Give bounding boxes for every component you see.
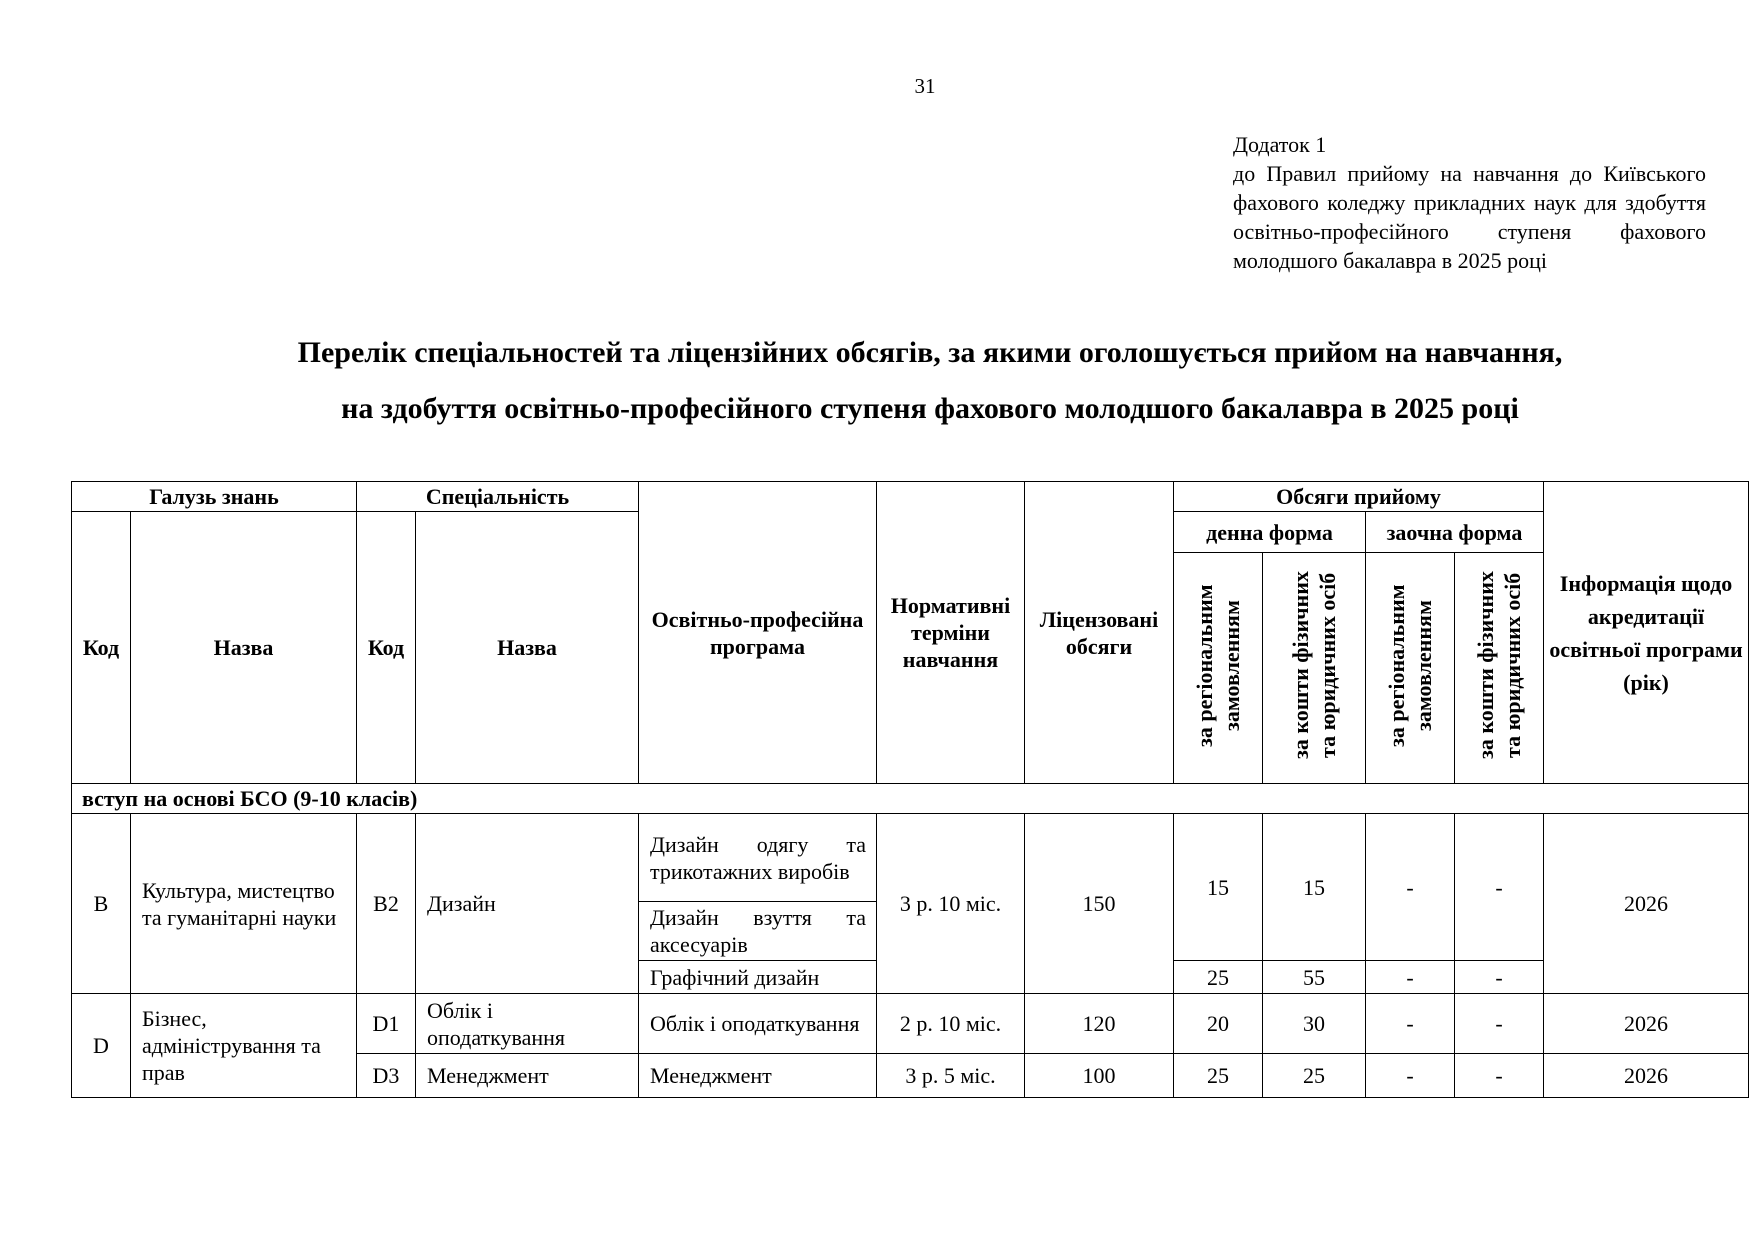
pt-regional-d3: - xyxy=(1366,1054,1455,1098)
spec-code-b2: B2 xyxy=(357,814,416,994)
header-licensed: Ліцензовані обсяги xyxy=(1025,482,1174,784)
ft-private-d1: 30 xyxy=(1263,994,1366,1054)
specialties-table xyxy=(71,481,1749,1098)
annex-title: Додаток 1 xyxy=(1233,132,1327,157)
section-row xyxy=(72,784,1749,814)
header-row-1 xyxy=(72,482,1749,512)
pt-private-d3: - xyxy=(1455,1054,1544,1098)
page-number: 31 xyxy=(914,74,936,98)
ft-regional-b2-1: 15 xyxy=(1174,814,1263,961)
program-footwear-design: Дизайн взуття та аксесуарів xyxy=(639,902,877,961)
field-name-d: Бізнес, адміністрування та прав xyxy=(131,994,357,1098)
header-fulltime: денна форма xyxy=(1174,512,1366,553)
ft-regional-d1: 20 xyxy=(1174,994,1263,1054)
annex-note xyxy=(1233,130,1706,275)
accreditation-d1: 2026 xyxy=(1544,994,1749,1054)
program-d1: Облік і оподаткування xyxy=(639,994,877,1054)
program-d3: Менеджмент xyxy=(639,1054,877,1098)
spec-code-d1: D1 xyxy=(357,994,416,1054)
spec-name-d1: Облік і оподаткування xyxy=(416,994,639,1054)
program-graphic-design: Графічний дизайн xyxy=(639,961,877,994)
header-ft-private: за кошти фізичних та юридичних осіб xyxy=(1288,571,1340,759)
pt-private-b2-1: - xyxy=(1455,814,1544,961)
ft-regional-d3: 25 xyxy=(1174,1054,1263,1098)
ft-private-b2-1: 15 xyxy=(1263,814,1366,961)
pt-regional-b2-2: - xyxy=(1366,961,1455,994)
field-code-d: D xyxy=(72,994,131,1098)
annex-text: до Правил прийому на навчання до Київського фахового коледжу прикладних наук для здобуття освітньо-професійного ступеня фахового молодшого бакалавра в 2025 році xyxy=(1233,161,1706,273)
pt-regional-d1: - xyxy=(1366,994,1455,1054)
ft-regional-b2-2: 25 xyxy=(1174,961,1263,994)
terms-b2: 3 р. 10 міс. xyxy=(877,814,1025,994)
ft-private-b2-2: 55 xyxy=(1263,961,1366,994)
terms-d3: 3 р. 5 міс. xyxy=(877,1054,1025,1098)
document-heading-line-2: на здобуття освітньо-професійного ступеня фахового молодшого бакалавра в 2025 році xyxy=(341,392,1519,425)
accreditation-b2: 2026 xyxy=(1544,814,1749,994)
header-program: Освітньо-професійна програма xyxy=(639,482,877,784)
pt-private-d1: - xyxy=(1455,994,1544,1054)
table-row xyxy=(72,994,1749,1054)
header-admission: Обсяги прийому xyxy=(1174,482,1544,512)
header-field-code: Код xyxy=(72,512,131,784)
header-terms: Нормативні терміни навчання xyxy=(877,482,1025,784)
licensed-b2: 150 xyxy=(1025,814,1174,994)
pt-private-b2-2: - xyxy=(1455,961,1544,994)
section-label: вступ на основі БСО (9-10 класів) xyxy=(72,784,1749,814)
terms-d1: 2 р. 10 міс. xyxy=(877,994,1025,1054)
field-name-b: Культура, мистецтво та гуманітарні науки xyxy=(131,814,357,994)
field-code-b: B xyxy=(72,814,131,994)
header-pt-private: за кошти фізичних та юридичних осіб xyxy=(1473,571,1525,759)
table-row xyxy=(72,814,1749,902)
header-ft-regional: за регіональним замовленням xyxy=(1192,583,1244,747)
header-spec-name: Назва xyxy=(416,512,639,784)
licensed-d1: 120 xyxy=(1025,994,1174,1054)
document-heading-line-1: Перелік спеціальностей та ліцензійних обсягів, за якими оголошується прийом на навчання, xyxy=(297,336,1563,369)
header-field: Галузь знань xyxy=(72,482,357,512)
header-field-name: Назва xyxy=(131,512,357,784)
licensed-d3: 100 xyxy=(1025,1054,1174,1098)
spec-name-b2: Дизайн xyxy=(416,814,639,994)
header-spec-code: Код xyxy=(357,512,416,784)
pt-regional-b2-1: - xyxy=(1366,814,1455,961)
spec-name-d3: Менеджмент xyxy=(416,1054,639,1098)
header-accreditation: Інформація щодо акредитації освітньої програми (рік) xyxy=(1544,482,1749,784)
header-parttime: заочна форма xyxy=(1366,512,1544,553)
program-clothing-design: Дизайн одягу та трикотажних виробів xyxy=(639,814,877,902)
ft-private-d3: 25 xyxy=(1263,1054,1366,1098)
header-specialty: Спеціальність xyxy=(357,482,639,512)
spec-code-d3: D3 xyxy=(357,1054,416,1098)
accreditation-d3: 2026 xyxy=(1544,1054,1749,1098)
header-pt-regional: за регіональним замовленням xyxy=(1384,583,1436,747)
